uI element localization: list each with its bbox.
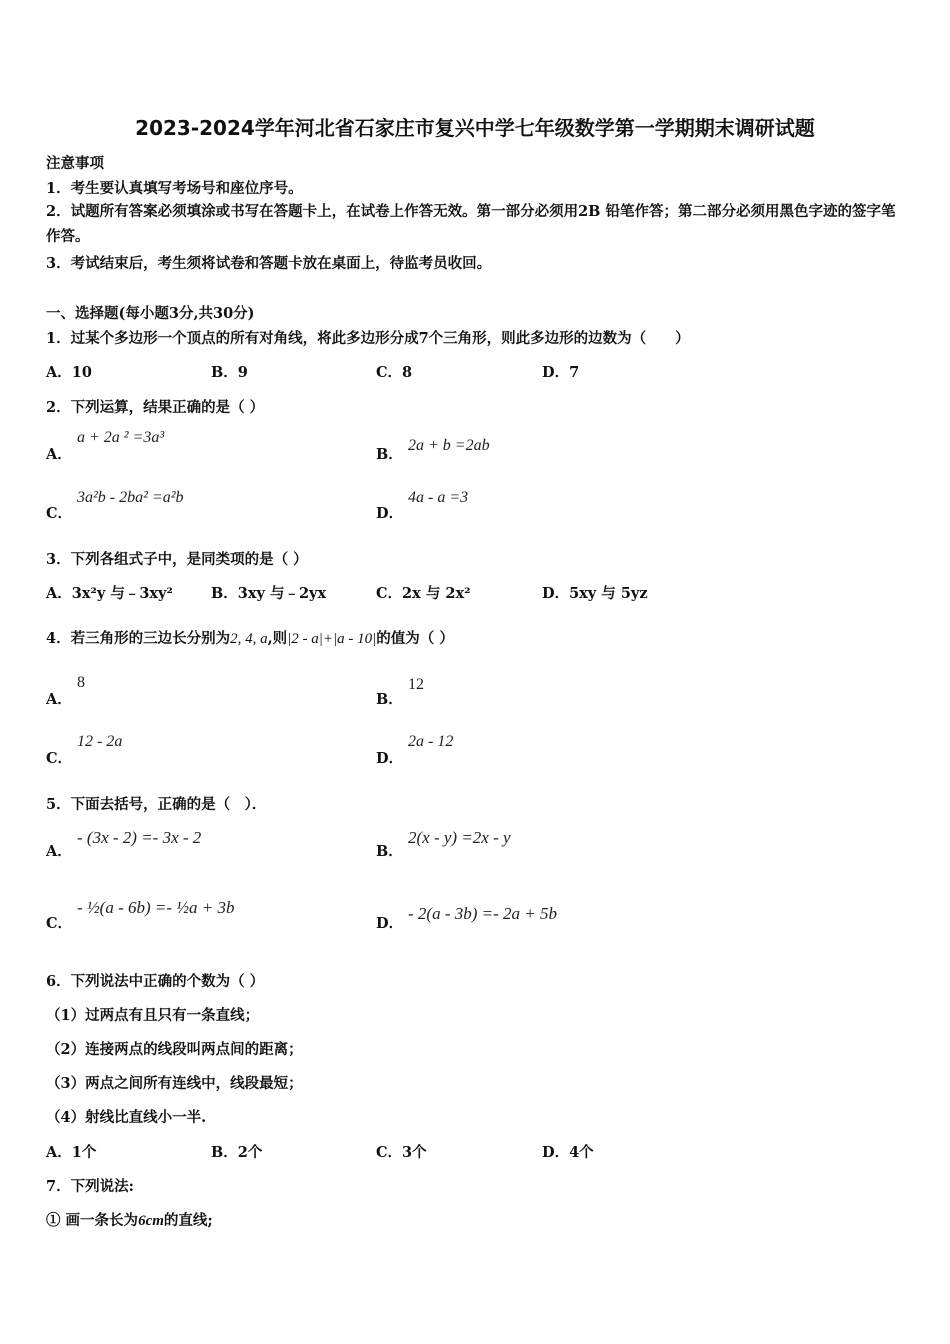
question-3-option-c: C．2x 与 2x²: [376, 585, 471, 602]
question-4-option-d-label: D．: [376, 750, 404, 767]
question-3-option-d: D．5xy 与 5yz: [542, 585, 648, 602]
question-2-stem: 2．下列运算，结果正确的是（ ）: [46, 399, 265, 416]
question-3-stem: 3．下列各组式子中，是同类项的是（ ）: [46, 551, 308, 568]
question-4-option-b-label: B．: [376, 691, 403, 708]
question-3-option-a: A．3x²y 与﹣3xy²: [46, 585, 173, 602]
page-title: 2023-2024学年河北省石家庄市复兴中学七年级数学第一学期期末调研试题: [135, 116, 815, 140]
question-7-item-1: ① 画一条长为6cm的直线;: [46, 1212, 213, 1229]
question-4-option-a-label: A．: [46, 691, 72, 708]
question-4-option-c-math: 12 - 2a: [77, 733, 123, 750]
question-1-stem: 1．过某个多边形一个顶点的所有对角线，将此多边形分成7个三角形，则此多边形的边数为（ ）: [46, 330, 690, 347]
question-6-option-b: B．2个: [211, 1144, 263, 1161]
question-5-option-c-label: C．: [46, 915, 73, 932]
question-6-option-d: D．4个: [542, 1144, 594, 1161]
question-3-option-b: B．3xy 与﹣2yx: [211, 585, 327, 602]
question-7-stem: 7．下列说法:: [46, 1178, 134, 1195]
notice-heading: 注意事项: [46, 155, 104, 172]
question-5-option-d-math: - 2(a - 3b) =- 2a + 5b: [408, 904, 557, 923]
question-4-option-b-math: 12: [408, 676, 424, 693]
question-6-item-1: （1）过两点有且只有一条直线；: [46, 1007, 260, 1024]
question-4-option-d-math: 2a - 12: [408, 733, 454, 750]
question-4-sides: 2, 4, a: [230, 631, 268, 647]
section-heading: 一、选择题(每小题3分,共30分): [46, 305, 255, 322]
question-6-item-4: （4）射线比直线小一半.: [46, 1109, 207, 1126]
question-6-item-2: （2）连接两点的线段叫两点间的距离；: [46, 1041, 303, 1058]
question-2-option-d-label: D．: [376, 505, 404, 522]
question-2-option-b-math: 2a + b =2ab: [408, 437, 490, 454]
question-6-stem: 6．下列说法中正确的个数为（ ）: [46, 973, 265, 990]
question-2-option-b-label: B．: [376, 446, 403, 463]
question-5-option-b-label: B．: [376, 843, 403, 860]
question-6-option-a: A．1个: [46, 1144, 97, 1161]
question-5-option-b-math: 2(x - y) =2x - y: [408, 828, 511, 847]
question-4-option-c-label: C．: [46, 750, 73, 767]
notice-item-1: 1．考生要认真填写考场号和座位序号。: [46, 180, 303, 197]
question-5-option-a-label: A．: [46, 843, 72, 860]
question-5-option-c-math: - ½(a - 6b) =- ½a + 3b: [77, 898, 235, 917]
question-1-option-a: A．10: [46, 364, 92, 381]
question-2-option-d-math: 4a - a =3: [408, 489, 469, 506]
question-6-option-c: C．3个: [376, 1144, 427, 1161]
question-4-expression: |2 - a|+|a - 10|: [287, 631, 377, 647]
question-2-option-a-math: a + 2a ² =3a³: [77, 429, 165, 446]
question-1-option-b: B．9: [211, 364, 248, 381]
question-5-stem: 5．下面去括号，正确的是（ ）．: [46, 796, 267, 813]
question-5-option-d-label: D．: [376, 915, 404, 932]
question-6-item-3: （3）两点之间所有连线中，线段最短；: [46, 1075, 303, 1092]
question-2-option-c-math: 3a²b - 2ba² =a²b: [77, 489, 184, 506]
question-1-option-c: C．8: [376, 364, 413, 381]
question-5-option-a-math: - (3x - 2) =- 3x - 2: [77, 828, 202, 847]
question-2-option-c-label: C．: [46, 505, 73, 522]
notice-item-3: 3．考试结束后，考生须将试卷和答题卡放在桌面上，待监考员收回。: [46, 255, 492, 272]
question-4-option-a-math: 8: [77, 674, 85, 691]
notice-item-2: 2．试题所有答案必须填涂或书写在答题卡上，在试卷上作答无效。第一部分必须用2B 铅笔作答；第二部分必须用黑色字迹的签字笔作答。: [46, 203, 896, 245]
question-2-option-a-label: A．: [46, 446, 72, 463]
question-4-stem: 4．若三角形的三边长分别为2, 4, a,则|2 - a|+|a - 10|的值为（ ）: [46, 630, 454, 647]
question-1-option-d: D．7: [542, 364, 580, 381]
